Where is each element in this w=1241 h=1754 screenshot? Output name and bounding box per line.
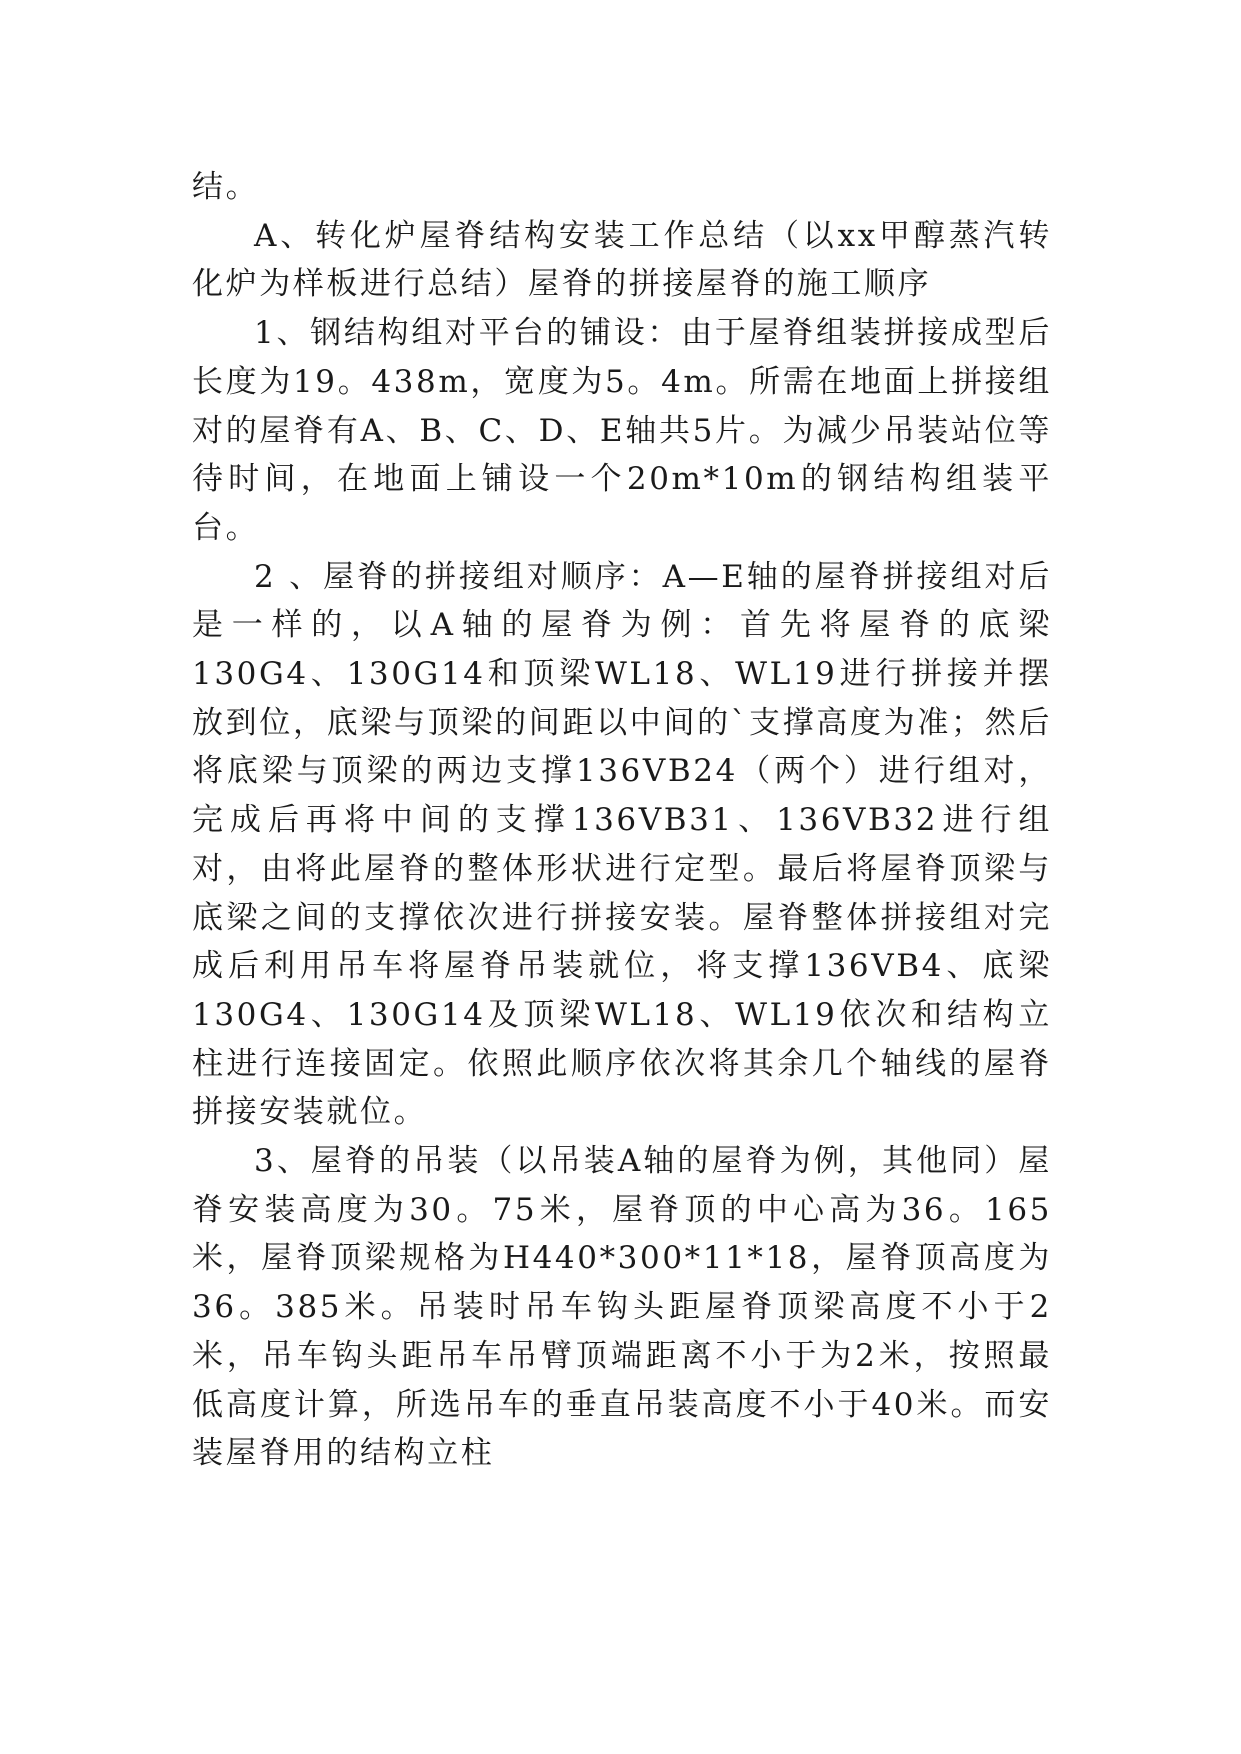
paragraph-section-heading: A、转化炉屋脊结构安装工作总结（以xx甲醇蒸汽转化炉为样板进行总结）屋脊的拼接屋脊的施工顺序 <box>192 217 1052 303</box>
body-text <box>192 163 1052 1478</box>
paragraph-item-3: 3、屋脊的吊装（以吊装A轴的屋脊为例，其他同）屋脊安装高度为30。75米，屋脊顶的中心高为36。165米，屋脊顶梁规格为H440*300*11*18，屋脊顶高度为36。385米。吊装时吊车钩头距屋脊顶梁高度不小于2米，吊车钩头距吊车吊臂顶端距离不小于为2米，按照最低高度计算，所选吊车的垂直吊装高度不小于40米。而安装屋脊用的结构立柱 <box>192 1143 1052 1472</box>
paragraph-item-1: 1、钢结构组对平台的铺设：由于屋脊组装拼接成型后长度为19。438m，宽度为5。4m。所需在地面上拼接组对的屋脊有A、B、C、D、E轴共5片。为减少吊装站位等待时间，在地面上铺设一个20m*10m的钢结构组装平台。 <box>192 315 1052 546</box>
paragraph-item-2: 2 、屋脊的拼接组对顺序：A—E轴的屋脊拼接组对后是一样的，以A轴的屋脊为例：首先将屋脊的底梁130G4、130G14和顶梁WL18、WL19进行拼接并摆放到位，底梁与顶梁的间距以中间的`支撑高度为准；然后将底梁与顶梁的两边支撑136VB24（两个）进行组对，完成后再将中间的支撑136VB31、136VB32进行组对，由将此屋脊的整体形状进行定型。最后将屋脊顶梁与底梁之间的支撑依次进行拼接安装。屋脊整体拼接组对完成后利用吊车将屋脊吊装就位，将支撑136VB4、底梁130G4、130G14及顶梁WL18、WL19依次和结构立柱进行连接固定。依照此顺序依次将其余几个轴线的屋脊拼接安装就位。 <box>192 558 1052 1131</box>
paragraph-continuation: 结。 <box>192 169 260 205</box>
